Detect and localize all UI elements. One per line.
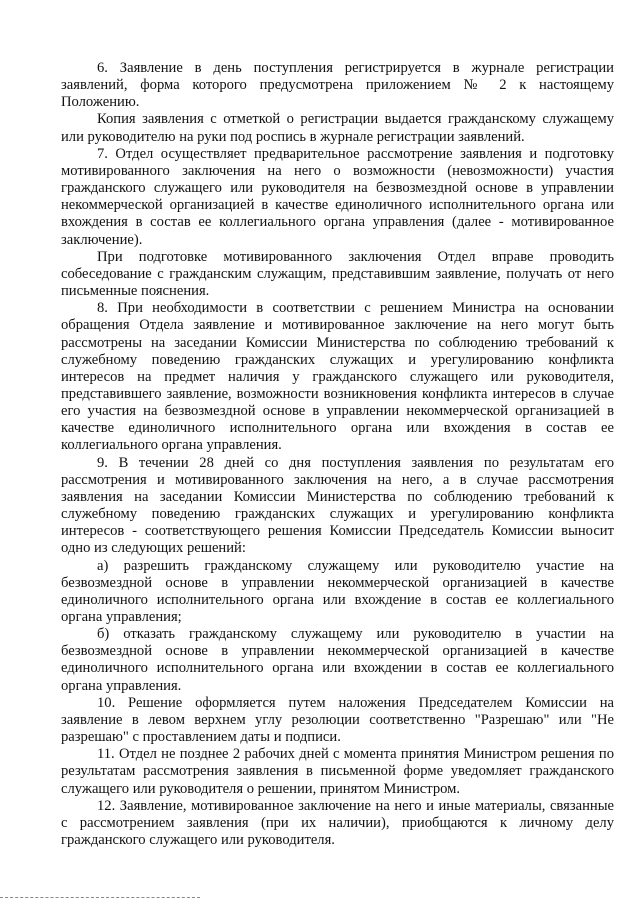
paragraph-10: 10. Решение оформляется путем наложения Председателем Комиссии на заявление в левом верхнем углу резолюции соответственно "Разрешаю" или "Не разрешаю" с проставлением даты и подписи. (61, 694, 614, 746)
document-page (61, 60, 614, 849)
paragraph-11: 11. Отдел не позднее 2 рабочих дней с момента принятия Министром решения по результатам рассмотрения заявления в письменной форме уведомляет гражданского служащего или руководителя о решении, принятом Министром. (61, 746, 614, 797)
paragraph-9: 9. В течении 28 дней со дня поступления заявления по результатам его рассмотрения и мотивированного заключения на него, а в случае рассмотрения заявления на заседании Комиссии Министерства по соблюдению требований к служебному поведению гражданских служащих и урегулированию конфликта интересов - соответствующего решения Комиссии Председатель Комиссии выносит одно из следующих решений: (61, 454, 614, 557)
paragraph-6: 6. Заявление в день поступления регистрируется в журнале регистрации заявлений, форма которого предусмотрена приложением № 2 к настоящему Положению. (61, 60, 614, 111)
scan-edge-divider (0, 897, 200, 898)
paragraph-12: 12. Заявление, мотивированное заключение на него и иные материалы, связанные с рассмотрением заявления (при их наличии), приобщаются к личному делу гражданского служащего или руководителя. (61, 797, 614, 849)
paragraph-6-copy: Копия заявления с отметкой о регистрации выдается гражданскому служащему или руководителю на руки под роспись в журнале регистрации заявлений. (61, 111, 614, 145)
paragraph-9-a: а) разрешить гражданскому служащему или руководителю участие на безвозмездной основе в управлении некоммерческой организацией в качестве единоличного исполнительного органа или вхождение в состав ее коллегиального органа управления; (61, 557, 614, 625)
paragraph-9-b: б) отказать гражданскому служащему или руководителю в участии на безвозмездной основе в управлении некоммерческой организацией в качестве единоличного исполнительного органа или вхождении в состав ее коллегиального органа управления. (61, 626, 614, 694)
paragraph-7-interview: При подготовке мотивированного заключения Отдел вправе проводить собеседование с гражданским служащим, представившим заявление, получать от него письменные пояснения. (61, 248, 614, 300)
paragraph-8: 8. При необходимости в соответствии с решением Министра на основании обращения Отдела заявление и мотивированное заключение на него могут быть рассмотрены на заседании Комиссии Министерства по соблюдению требований к служебному поведению гражданских служащих и урегулированию конфликта интересов на предмет наличия у гражданского служащего или руководителя, представившего заявление, возможности возникновения конфликта интересов в случае его участия на безвозмездной основе в управлении некоммерческой организацией в качестве единоличного исполнительного органа или вхождения в состав ее коллегиального органа управления. (61, 300, 614, 454)
paragraph-7: 7. Отдел осуществляет предварительное рассмотрение заявления и подготовку мотивированного заключения на него о возможности (невозможности) участия гражданского служащего или руководителя на безвозмездной основе в управлении некоммерческой организацией в качестве единоличного исполнительного органа или вхождения в состав ее коллегиального органа управления (далее - мотивированное заключение). (61, 145, 614, 248)
